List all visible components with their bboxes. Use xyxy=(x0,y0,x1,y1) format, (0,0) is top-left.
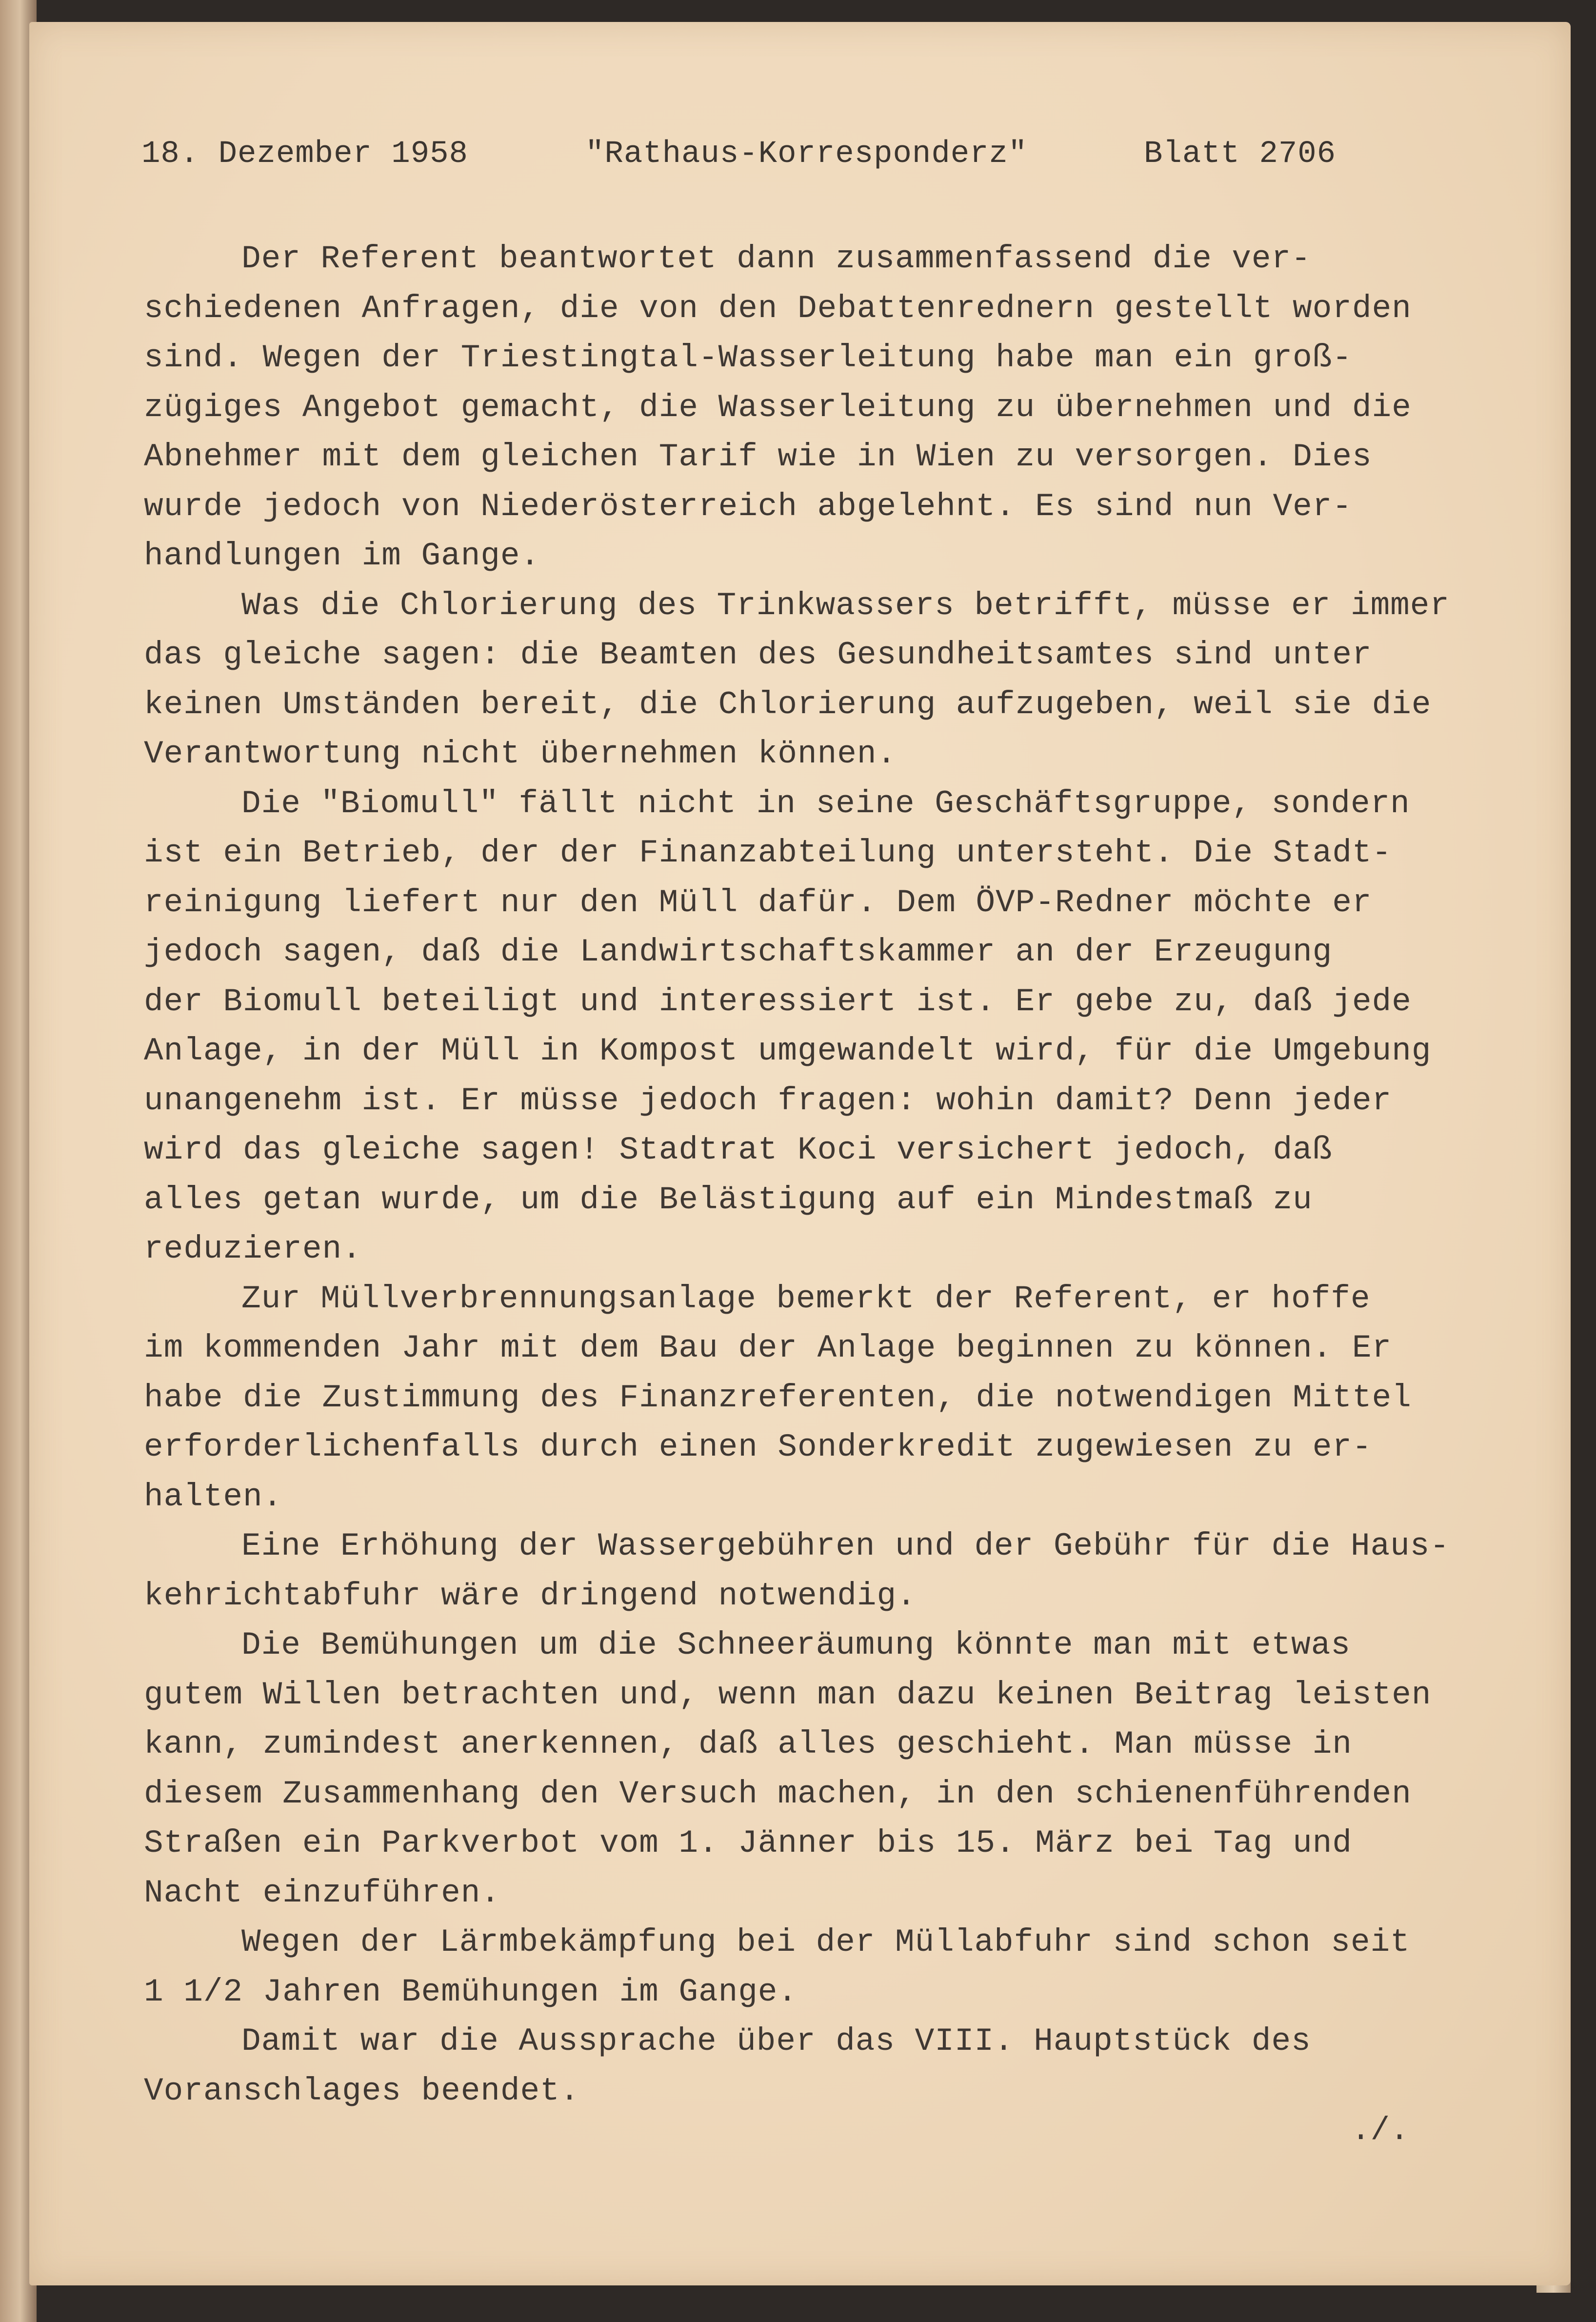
document-body xyxy=(144,234,1500,2116)
paragraph-line: im kommenden Jahr mit dem Bau der Anlage beginnen zu können. Er xyxy=(144,1330,1392,1366)
page-header xyxy=(141,137,1371,190)
paragraph-line: diesem Zusammenhang den Versuch machen, in den schienenführenden xyxy=(144,1775,1412,1812)
paragraph-line: reinigung liefert nur den Müll dafür. Dem ÖVP-Redner möchte er xyxy=(144,884,1372,921)
paragraph-first-line: Zur Müllverbrennungsanlage bemerkt der Referent, er hoffe xyxy=(241,1280,1371,1317)
paragraph-line: unangenehm ist. Er müsse jedoch fragen: wohin damit? Denn jeder xyxy=(144,1082,1392,1119)
paragraph-line: schiedenen Anfragen, die von den Debattenrednern gestellt worden xyxy=(144,290,1412,327)
paragraph-line: jedoch sagen, daß die Landwirtschaftskammer an der Erzeugung xyxy=(144,934,1333,970)
paragraph-line: erforderlichenfalls durch einen Sonderkredit zugewiesen zu er- xyxy=(144,1429,1372,1465)
paragraph-first-line: Was die Chlorierung des Trinkwassers betrifft, müsse er immer xyxy=(241,587,1450,624)
paragraph-line: wird das gleiche sagen! Stadtrat Koci versichert jedoch, daß xyxy=(144,1132,1333,1168)
paragraph-line: das gleiche sagen: die Beamten des Gesundheitsamtes sind unter xyxy=(144,637,1372,673)
header-sheet-number: Blatt 2706 xyxy=(1144,137,1337,172)
paragraph-line: ist ein Betrieb, der der Finanzabteilung untersteht. Die Stadt- xyxy=(144,835,1392,871)
paragraph-line: kehrichtabfuhr wäre dringend notwendig. xyxy=(144,1577,917,1614)
paragraph-first-line: Die "Biomull" fällt nicht in seine Geschäftsgruppe, sondern xyxy=(241,785,1410,822)
paragraph-line: wurde jedoch von Niederösterreich abgelehnt. Es sind nun Ver- xyxy=(144,488,1352,525)
paragraph-line: Verantwortung nicht übernehmen können. xyxy=(144,736,897,772)
header-date: 18. Dezember 1958 xyxy=(141,137,468,172)
paragraph-first-line: Die Bemühungen um die Schneeräumung könnte man mit etwas xyxy=(241,1627,1351,1663)
paragraph-first-line: Wegen der Lärmbekämpfung bei der Müllabfuhr sind schon seit xyxy=(241,1924,1410,1961)
header-publication: "Rathaus-Korresponderz" xyxy=(585,137,1028,172)
continuation-mark: ./. xyxy=(1351,2112,1409,2149)
paragraph-line: Voranschlages beendet. xyxy=(144,2072,580,2109)
paragraph-line: der Biomull beteiligt und interessiert ist. Er gebe zu, daß jede xyxy=(144,983,1412,1020)
paragraph-line: 1 1/2 Jahren Bemühungen im Gange. xyxy=(144,1973,798,2010)
paragraph-line: handlungen im Gange. xyxy=(144,538,540,574)
paragraph-line: gutem Willen betrachten und, wenn man dazu keinen Beitrag leisten xyxy=(144,1676,1432,1713)
paragraph-line: kann, zumindest anerkennen, daß alles geschieht. Man müsse in xyxy=(144,1726,1352,1762)
paragraph-line: Straßen ein Parkverbot vom 1. Jänner bis 15. März bei Tag und xyxy=(144,1825,1352,1862)
paragraph-line: zügiges Angebot gemacht, die Wasserleitung zu übernehmen und die xyxy=(144,389,1412,426)
paragraph-first-line: Eine Erhöhung der Wassergebühren und der Gebühr für die Haus- xyxy=(241,1528,1450,1564)
paragraph-first-line: Damit war die Aussprache über das VIII. Hauptstück des xyxy=(241,2023,1311,2060)
paragraph-line: Abnehmer mit dem gleichen Tarif wie in Wien zu versorgen. Dies xyxy=(144,439,1372,475)
paragraph-line: sind. Wegen der Triestingtal-Wasserleitung habe man ein groß- xyxy=(144,340,1352,376)
paragraph-line: habe die Zustimmung des Finanzreferenten, die notwendigen Mittel xyxy=(144,1379,1412,1416)
paragraph-line: Anlage, in der Müll in Kompost umgewandelt wird, für die Umgebung xyxy=(144,1033,1432,1069)
paragraph-first-line: Der Referent beantwortet dann zusammenfassend die ver- xyxy=(241,240,1311,277)
paragraph-line: reduzieren. xyxy=(144,1231,362,1267)
paragraph-line: Nacht einzuführen. xyxy=(144,1874,500,1911)
paragraph-line: keinen Umständen bereit, die Chlorierung aufzugeben, weil sie die xyxy=(144,686,1432,723)
paragraph-line: alles getan wurde, um die Belästigung auf ein Mindestmaß zu xyxy=(144,1181,1313,1218)
paragraph-line: halten. xyxy=(144,1478,283,1515)
